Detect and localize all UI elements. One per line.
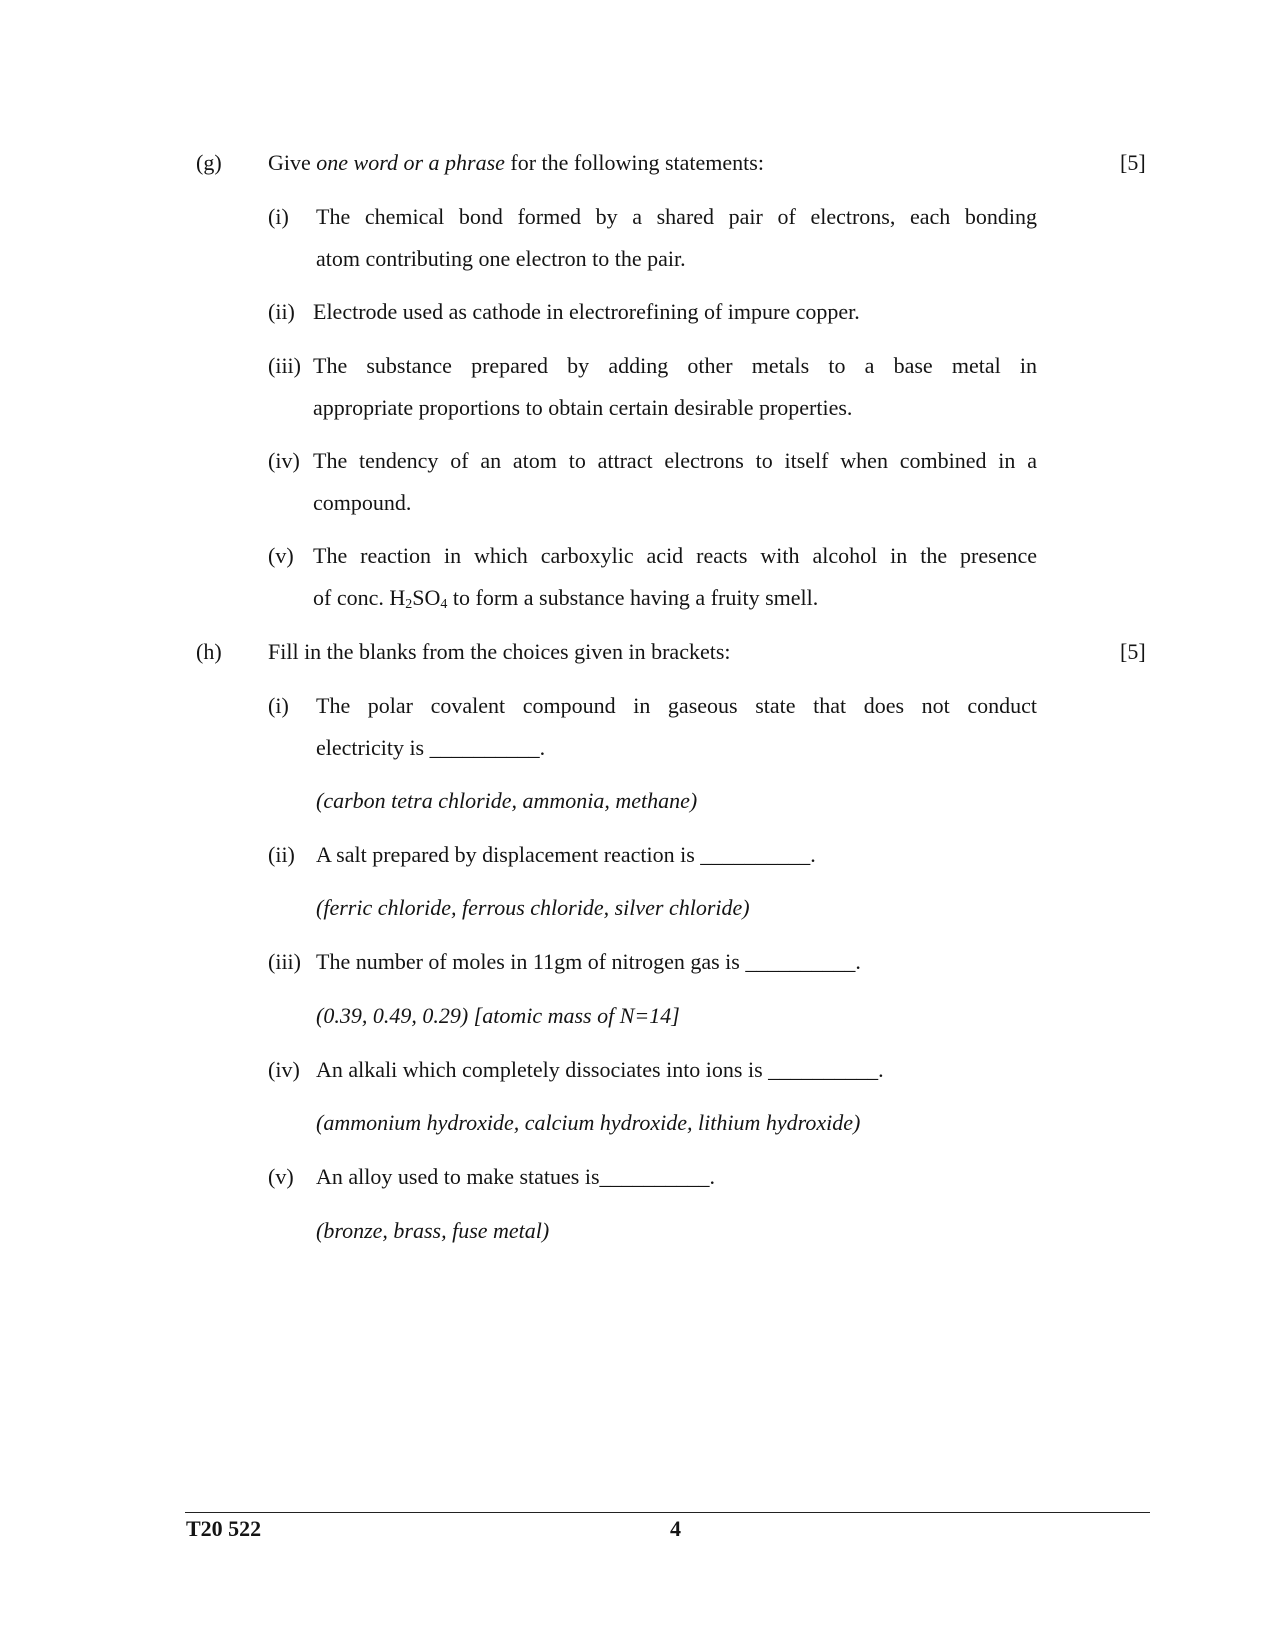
h-item-2-number: (ii) <box>268 842 295 867</box>
question-g-label: (g) <box>196 150 222 175</box>
g-item-5-line2-mid: SO <box>412 585 441 610</box>
paper-code: T20 522 <box>186 1516 262 1541</box>
g-item-1-line1: The chemical bond formed by a shared pair of electrons, each bonding <box>316 204 1037 229</box>
g-item-5-subscript-4: 4 <box>440 597 448 612</box>
g-item-1-number: (i) <box>268 204 289 229</box>
g-item-1-line2: atom contributing one electron to the pair. <box>316 246 686 271</box>
g-item-4-line1: The tendency of an atom to attract electrons to itself when combined in a <box>313 448 1037 473</box>
h-item-3-line1: The number of moles in 11gm of nitrogen gas is __________. <box>316 949 861 974</box>
g-item-2-line1: Electrode used as cathode in electrorefining of impure copper. <box>313 299 860 324</box>
h-item-1-choices: (carbon tetra chloride, ammonia, methane) <box>316 788 698 813</box>
g-item-3-line1: The substance prepared by adding other metals to a base metal in <box>313 353 1037 378</box>
question-g-instruction-italic: one word or a phrase <box>316 150 505 175</box>
h-item-4-number: (iv) <box>268 1057 300 1082</box>
h-item-1-line1: The polar covalent compound in gaseous state that does not conduct <box>316 693 1037 718</box>
question-h-label: (h) <box>196 639 222 664</box>
g-item-5-number: (v) <box>268 543 294 568</box>
g-item-3-line2: appropriate proportions to obtain certain desirable properties. <box>313 395 853 420</box>
question-g-instruction <box>268 150 764 176</box>
g-item-5-line2-post: to form a substance having a fruity smell. <box>447 585 819 610</box>
g-item-4-line2: compound. <box>313 490 412 515</box>
h-item-4-line1: An alkali which completely dissociates into ions is __________. <box>316 1057 884 1082</box>
question-g-instruction-post: for the following statements: <box>504 150 764 175</box>
h-item-5-number: (v) <box>268 1164 294 1189</box>
h-item-4-choices: (ammonium hydroxide, calcium hydroxide, lithium hydroxide) <box>316 1110 861 1135</box>
h-item-5-line1: An alloy used to make statues is__________. <box>316 1164 716 1189</box>
question-h-marks: [5] <box>1120 639 1146 664</box>
question-h-instruction: Fill in the blanks from the choices given in brackets: <box>268 639 731 664</box>
h-item-2-choices: (ferric chloride, ferrous chloride, silver chloride) <box>316 895 750 920</box>
h-item-1-number: (i) <box>268 693 289 718</box>
h-item-1-line2: electricity is __________. <box>316 735 546 760</box>
h-item-2-line1: A salt prepared by displacement reaction is __________. <box>316 842 816 867</box>
g-item-5-line1: The reaction in which carboxylic acid reacts with alcohol in the presence <box>313 543 1037 568</box>
question-g-instruction-pre: Give <box>268 150 317 175</box>
h-item-3-choices: (0.39, 0.49, 0.29) [atomic mass of N=14] <box>316 1003 680 1028</box>
h-item-5-choices: (bronze, brass, fuse metal) <box>316 1218 550 1243</box>
page-number: 4 <box>670 1516 681 1541</box>
g-item-2-number: (ii) <box>268 299 295 324</box>
g-item-5-line2 <box>313 585 818 611</box>
g-item-3-number: (iii) <box>268 353 301 378</box>
question-g-marks: [5] <box>1120 150 1146 175</box>
g-item-5-subscript-2: 2 <box>405 597 413 612</box>
g-item-4-number: (iv) <box>268 448 300 473</box>
h-item-3-number: (iii) <box>268 949 301 974</box>
footer-divider <box>185 1512 1150 1513</box>
g-item-5-line2-pre: of conc. H <box>313 585 406 610</box>
